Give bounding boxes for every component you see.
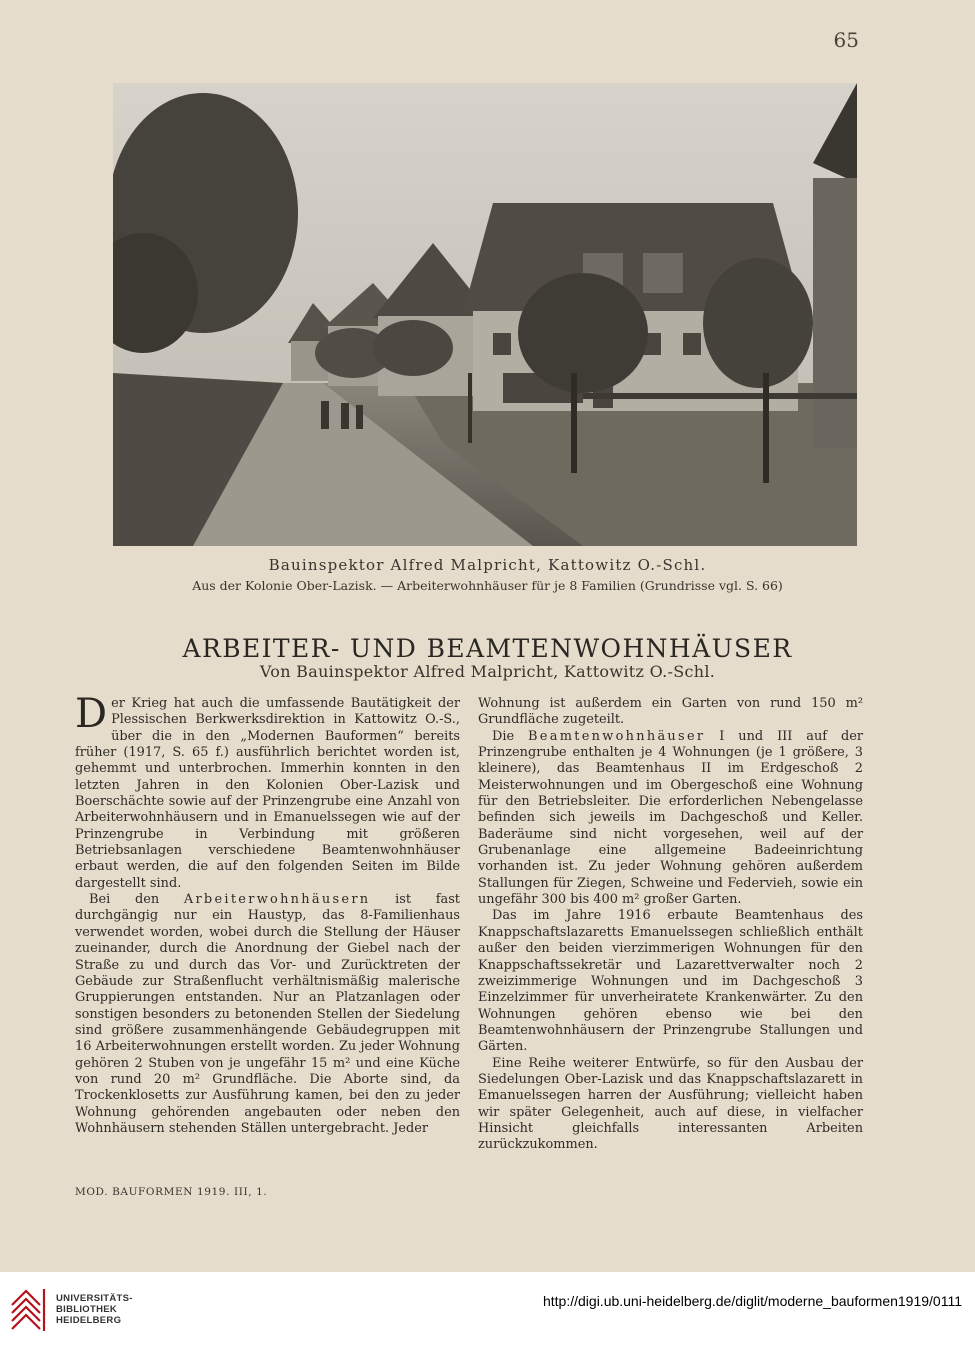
paragraph-text: ist fast durchgängig nur ein Haustyp, das 8-Familienhaus verwendet worden, wobei durch die Stellung der Häuser zueinander, durch die Anordnung der Giebel nach der Straße zu und durch das Vor- und Zurücktreten der Gebäude zur Straßenflucht verhältnismäßig malerische Gruppierungen entstanden. Nur an Platzanlagen oder sonstigen besonders zu betonenden Stellen der Siedelung sind größere zusammenhängende Gebäudegruppen mit 16 Arbeiterwohnungen erstellt worden. Zu jeder Wohnung gehören 2 Stuben von je ungefähr 15 m² und eine Küche von rund 20 m² Grundfläche. Die Aborte sind, da Trockenklosetts zur Ausführung kamen, bei den zu jeder Wohnung gehörenden angebauten oder neben den Wohnhäusern stehenden Ställen untergebracht. Jeder bbox=[75, 892, 460, 1136]
paragraph: Eine Reihe weiterer Entwürfe, so für den Ausbau der Siedelungen Ober-Lazisk und das Knappschaftslazarett in Emanuelssegen harren der Ausführung; vielleicht haben wir später Gelegenheit, auch auf diese, in vielfacher Hinsicht gleichfalls interessanten Arbeiten zurückzukommen. bbox=[478, 1055, 863, 1153]
paragraph-text: Die bbox=[492, 728, 529, 744]
text-column-right bbox=[478, 696, 863, 1154]
article-title: ARBEITER- UND BEAMTENWOHNHÄUSER bbox=[182, 634, 793, 663]
text-column-left bbox=[75, 691, 460, 1137]
paragraph bbox=[75, 892, 460, 1137]
paragraph: Wohnung ist außerdem ein Garten von rund 150 m² Grundfläche zugeteilt. bbox=[478, 696, 863, 728]
drop-cap: D bbox=[75, 691, 108, 737]
photo-caption-author: Bauinspektor Alfred Malpricht, Kattowitz O.-Schl. bbox=[268, 556, 707, 574]
page-number: 65 bbox=[833, 28, 859, 52]
university-library-logo-icon bbox=[10, 1285, 50, 1333]
library-name: UNIVERSITÄTS- BIBLIOTHEK HEIDELBERG bbox=[56, 1293, 133, 1326]
emphasized-term: Beamtenwohnhäuser bbox=[528, 728, 706, 744]
library-footer bbox=[0, 1272, 975, 1349]
paragraph bbox=[478, 729, 863, 909]
photograph bbox=[113, 83, 857, 546]
paragraph bbox=[75, 691, 460, 892]
photograph-icon bbox=[113, 83, 857, 546]
paragraph-text: Bei den bbox=[89, 892, 184, 908]
article-byline: Von Bauinspektor Alfred Malpricht, Kattowitz O.-Schl. bbox=[259, 662, 716, 681]
emphasized-term: Arbeiterwohnhäusern bbox=[183, 892, 371, 908]
paragraph-text: I und III auf der Prinzengrube enthalten je 4 Wohnungen (je 1 größere, 3 kleinere), das Beamtenhaus II im Erdgeschoß 2 Meisterwohnungen und im Obergeschoß eine Wohnung für den Betriebsleiter. Die erforderlichen Nebengelasse befinden sich jeweils im Dachgeschoß und Keller. Baderäume sind nicht vorgesehen, weil auf der Grubenanlage eine allgemeine Badeeinrichtung vorhanden ist. Zu jeder Wohnung gehören außerdem Stallungen für Ziegen, Schweine und Federvieh, sowie ein ungefähr 300 bis 400 m² großer Garten. bbox=[478, 728, 863, 908]
paragraph-text: er Krieg hat auch die umfassende Bautätigkeit der Plessischen Berkwerksdirektion in Kattowitz O.-S., über die in den „Modernen Bauformen“ bereits früher (1917, S. 65 f.) ausführlich berichtet worden ist, gehemmt und unterbrochen. Immerhin konnten in den letzten Jahren in den Kolonien Ober-Lazisk und Boerschächte sowie auf der Prinzengrube eine Anzahl von Arbeiterwohnhäusern und in Emanuelssegen wie auf der Prinzengrube in Verbindung mit größeren Betriebsanlagen verschiedene Beamtenwohnhäuser erbaut werden, die auf den folgenden Seiten im Bilde dargestellt sind. bbox=[75, 696, 460, 891]
journal-citation: MOD. BAUFORMEN 1919. III, 1. bbox=[75, 1186, 268, 1198]
photo-caption-description: Aus der Kolonie Ober-Lazisk. — Arbeiterwohnhäuser für je 8 Familien (Grundrisse vgl. S. 66) bbox=[192, 578, 783, 593]
paragraph: Das im Jahre 1916 erbaute Beamtenhaus des Knappschaftslazaretts Emanuelssegen schließlich enthält außer den beiden vierzimmerigen Wohnungen für den Knappschaftssekretär und Lazarettverwalter noch 2 zweizimmerige Wohnungen und im Dachgeschoß 3 Einzelzimmer für unverheiratete Krankenwärter. Zu den Wohnungen gehören ebenso wie bei den Beamtenwohnhäusern der Prinzengrube Stallungen und Gärten. bbox=[478, 908, 863, 1055]
source-url[interactable]: http://digi.ub.uni-heidelberg.de/diglit/moderne_bauformen1919/0111 bbox=[542, 1293, 962, 1309]
